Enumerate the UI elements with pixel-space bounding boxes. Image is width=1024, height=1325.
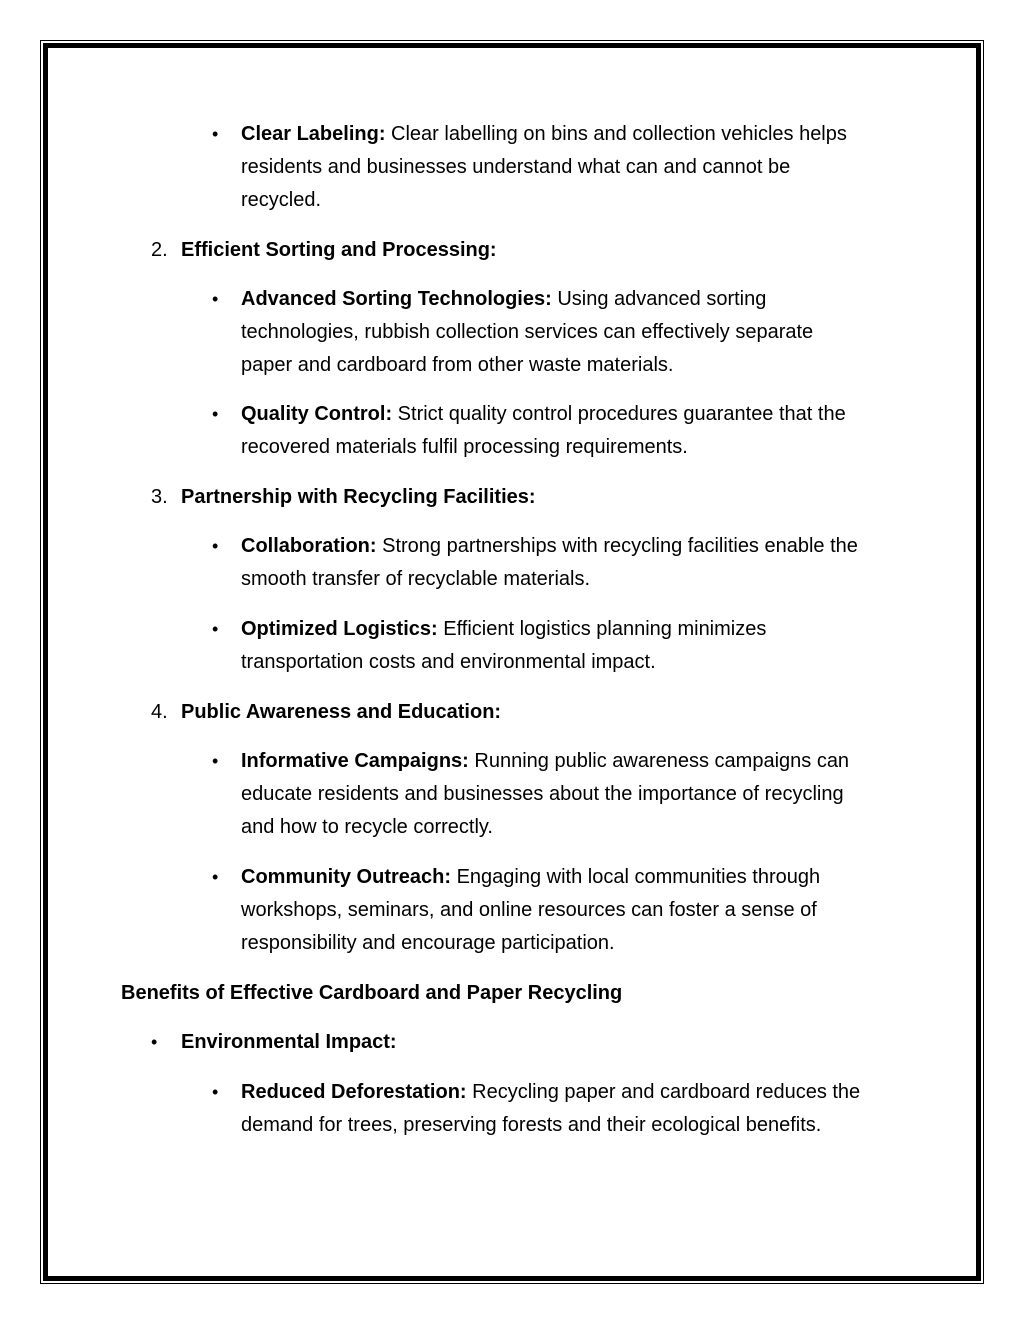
list-number: 3.: [151, 486, 168, 508]
bullet-marker: •: [212, 751, 219, 771]
item-text-line: and how to recycle correctly.: [241, 816, 493, 838]
list-item-advanced-sorting: [241, 283, 766, 316]
list-item-optimized-logistics: [241, 613, 766, 646]
list-item-quality-control: [241, 398, 846, 431]
bullet-marker: •: [212, 404, 219, 424]
item-title: Community Outreach:: [241, 866, 452, 888]
item-text: Using advanced sorting: [557, 288, 767, 310]
section-heading-sorting: Efficient Sorting and Processing:: [181, 239, 497, 261]
bullet-marker: •: [212, 124, 219, 144]
list-item-reduced-deforestation: [241, 1076, 860, 1109]
item-title: Reduced Deforestation:: [241, 1081, 467, 1103]
item-text-line: demand for trees, preserving forests and their ecological benefits.: [241, 1114, 822, 1136]
item-text-line: educate residents and businesses about the importance of recycling: [241, 783, 844, 805]
item-text: Efficient logistics planning minimizes: [443, 618, 767, 640]
section-heading-awareness: Public Awareness and Education:: [181, 701, 502, 723]
bullet-marker: •: [151, 1032, 158, 1052]
bullet-marker: •: [212, 289, 219, 309]
item-text-line: recycled.: [241, 189, 322, 211]
item-title: Informative Campaigns:: [241, 750, 469, 772]
item-title: Quality Control:: [241, 403, 393, 425]
item-text: Strict quality control procedures guarantee that the: [397, 403, 846, 425]
item-title: Clear Labeling:: [241, 123, 386, 145]
item-text-line: recovered materials fulfil processing requirements.: [241, 436, 688, 458]
item-text-line: transportation costs and environmental impact.: [241, 651, 656, 673]
item-title: Advanced Sorting Technologies:: [241, 288, 552, 310]
benefits-heading: Benefits of Effective Cardboard and Paper Recycling: [121, 982, 623, 1004]
list-item-community-outreach: [241, 861, 820, 894]
list-item-clear-labeling: [241, 118, 847, 151]
item-text-line: responsibility and encourage participation.: [241, 932, 615, 954]
item-text-line: residents and businesses understand what can and cannot be: [241, 156, 791, 178]
item-text: Recycling paper and cardboard reduces the: [472, 1081, 861, 1103]
list-item-informative-campaigns: [241, 745, 849, 778]
item-text: Strong partnerships with recycling facilities enable the: [382, 535, 858, 557]
item-text: Running public awareness campaigns can: [474, 750, 850, 772]
list-number: 2.: [151, 239, 168, 261]
list-item-collaboration: [241, 530, 858, 563]
bullet-marker: •: [212, 1082, 219, 1102]
bullet-marker: •: [212, 536, 219, 556]
item-text: Clear labelling on bins and collection vehicles helps: [391, 123, 847, 145]
item-text-line: workshops, seminars, and online resources can foster a sense of: [241, 899, 817, 921]
section-heading-partnership: Partnership with Recycling Facilities:: [181, 486, 536, 508]
item-text-line: technologies, rubbish collection services can effectively separate: [241, 321, 814, 343]
item-text-line: smooth transfer of recyclable materials.: [241, 568, 591, 590]
bullet-marker: •: [212, 867, 219, 887]
item-title: Optimized Logistics:: [241, 618, 438, 640]
item-title: Collaboration:: [241, 535, 377, 557]
item-text: Engaging with local communities through: [456, 866, 821, 888]
bullet-marker: •: [212, 619, 219, 639]
list-number: 4.: [151, 701, 168, 723]
item-text-line: paper and cardboard from other waste materials.: [241, 354, 674, 376]
benefit-heading-environmental-impact: Environmental Impact:: [181, 1031, 397, 1053]
